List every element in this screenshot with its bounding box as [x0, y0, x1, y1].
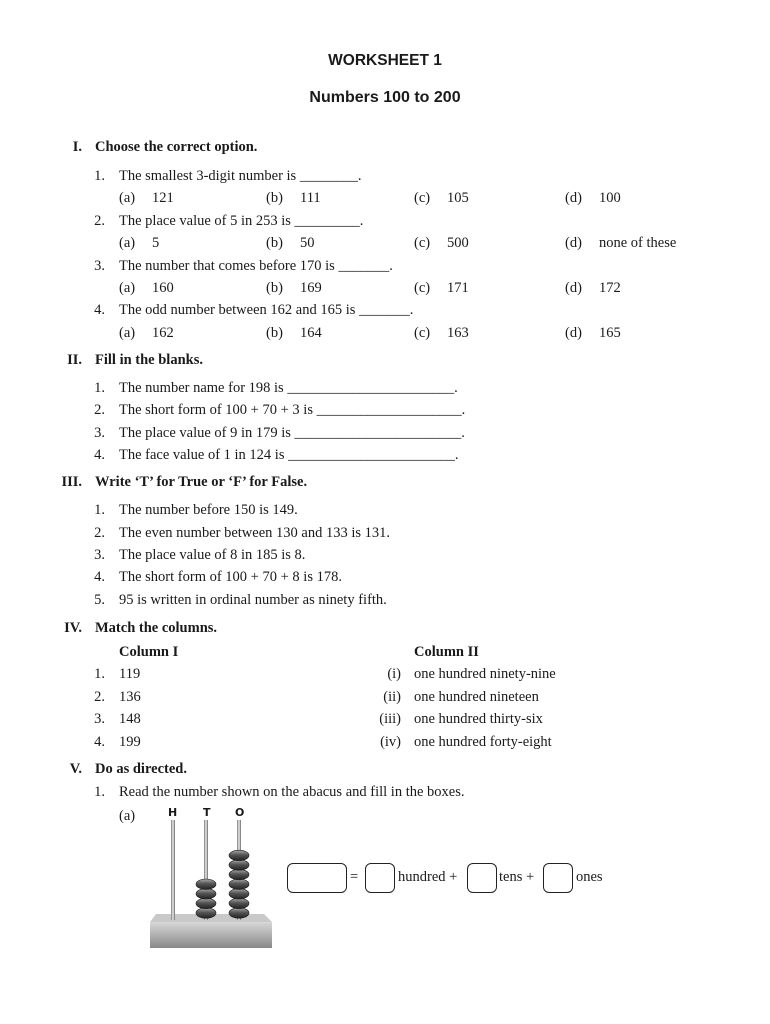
- option-b-label: (b): [266, 280, 283, 296]
- item-number: 4.: [94, 447, 105, 463]
- row-number: 1.: [94, 666, 105, 682]
- question-text: The odd number between 162 and 165 is _______.: [119, 302, 414, 318]
- option-c-value: 105: [447, 190, 469, 206]
- left-value: 136: [119, 689, 141, 705]
- option-c-value: 163: [447, 325, 469, 341]
- number-answer-box[interactable]: [287, 863, 347, 893]
- abacus-bead-o: [229, 850, 249, 860]
- hundreds-answer-box[interactable]: [365, 863, 395, 893]
- abacus-bead-o: [229, 869, 249, 879]
- option-b-value: 164: [300, 325, 322, 341]
- item-text: The place value of 8 in 185 is 8.: [119, 547, 306, 563]
- question-number: 3.: [94, 258, 105, 274]
- item-text: The short form of 100 + 70 + 8 is 178.: [119, 569, 342, 585]
- section-2-number: II.: [67, 352, 82, 368]
- item-number: 3.: [94, 547, 105, 563]
- abacus-bead-t: [196, 908, 216, 918]
- right-roman: (ii): [383, 689, 401, 705]
- option-b-value: 111: [300, 190, 321, 206]
- section-3-heading: Write ‘T’ for True or ‘F’ for False.: [95, 474, 308, 490]
- right-value: one hundred ninety-nine: [414, 666, 556, 682]
- abacus-bead-t: [196, 879, 216, 889]
- item-number: 1.: [94, 380, 105, 396]
- abacus-label-o: O: [235, 806, 245, 819]
- abacus-bead-o: [229, 879, 249, 889]
- option-a-value: 121: [152, 190, 174, 206]
- item-number: 5.: [94, 592, 105, 608]
- section-1-number: I.: [72, 139, 82, 155]
- item-number: 2.: [94, 402, 105, 418]
- ones-answer-box[interactable]: [543, 863, 573, 893]
- option-c-label: (c): [414, 325, 431, 341]
- option-a-label: (a): [119, 280, 136, 296]
- question-number: 2.: [94, 213, 105, 229]
- row-number: 3.: [94, 711, 105, 727]
- abacus-bead-o: [229, 898, 249, 908]
- left-value: 199: [119, 734, 141, 750]
- section-5-number: V.: [69, 761, 82, 777]
- option-d-label: (d): [565, 325, 582, 341]
- row-number: 4.: [94, 734, 105, 750]
- option-a-label: (a): [119, 190, 136, 206]
- abacus-label-t: T: [203, 806, 211, 819]
- section-4-number: IV.: [64, 620, 82, 636]
- option-d-label: (d): [565, 280, 582, 296]
- question-text: The place value of 5 in 253 is _________.: [119, 213, 364, 229]
- section-3-number: III.: [61, 474, 82, 490]
- option-c-label: (c): [414, 235, 431, 251]
- right-roman: (iv): [380, 734, 401, 750]
- question-number: 1.: [94, 168, 105, 184]
- item-text: The place value of 9 in 179 is _______________________.: [119, 425, 465, 441]
- item-text: The even number between 130 and 133 is 131.: [119, 525, 390, 541]
- option-c-label: (c): [414, 190, 431, 206]
- right-value: one hundred nineteen: [414, 689, 539, 705]
- option-a-value: 162: [152, 325, 174, 341]
- tens-answer-box[interactable]: [467, 863, 497, 893]
- left-value: 148: [119, 711, 141, 727]
- option-d-label: (d): [565, 235, 582, 251]
- section-4-heading: Match the columns.: [95, 620, 218, 636]
- column-1-header: Column I: [119, 644, 179, 660]
- abacus-base: [150, 922, 272, 948]
- section-1-heading: Choose the correct option.: [95, 139, 258, 155]
- hundred-label: hundred +: [398, 869, 458, 885]
- option-d-value: 165: [599, 325, 621, 341]
- right-value: one hundred forty-eight: [414, 734, 552, 750]
- item-text: The number before 150 is 149.: [119, 502, 298, 518]
- question-text: Read the number shown on the abacus and fill in the boxes.: [119, 784, 465, 800]
- option-b-label: (b): [266, 190, 283, 206]
- option-b-value: 169: [300, 280, 322, 296]
- part-label: (a): [119, 808, 136, 824]
- option-b-label: (b): [266, 325, 283, 341]
- section-2-heading: Fill in the blanks.: [95, 352, 203, 368]
- option-a-value: 5: [152, 235, 160, 251]
- worksheet-subtitle: Numbers 100 to 200: [309, 89, 461, 106]
- right-roman: (iii): [379, 711, 401, 727]
- tens-label: tens +: [499, 869, 535, 885]
- option-b-value: 50: [300, 235, 315, 251]
- item-number: 1.: [94, 502, 105, 518]
- abacus-rod-h: [171, 820, 175, 920]
- question-text: The number that comes before 170 is _______.: [119, 258, 393, 274]
- right-roman: (i): [387, 666, 401, 682]
- abacus-drawing: [140, 820, 275, 955]
- option-d-value: 100: [599, 190, 621, 206]
- item-text: The short form of 100 + 70 + 3 is ____________________.: [119, 402, 466, 418]
- item-text: The face value of 1 in 124 is _______________________.: [119, 447, 459, 463]
- abacus-bead-o: [229, 908, 249, 918]
- item-number: 3.: [94, 425, 105, 441]
- abacus-bead-o: [229, 860, 249, 870]
- option-d-value: 172: [599, 280, 621, 296]
- item-number: 4.: [94, 569, 105, 585]
- question-number: 4.: [94, 302, 105, 318]
- item-text: 95 is written in ordinal number as ninety fifth.: [119, 592, 387, 608]
- option-a-label: (a): [119, 235, 136, 251]
- option-c-value: 171: [447, 280, 469, 296]
- ones-label: ones: [576, 869, 603, 885]
- option-a-value: 160: [152, 280, 174, 296]
- abacus-bead-t: [196, 889, 216, 899]
- option-a-label: (a): [119, 325, 136, 341]
- equals-sign: =: [350, 869, 359, 885]
- abacus-bead-o: [229, 889, 249, 899]
- option-b-label: (b): [266, 235, 283, 251]
- section-5-heading: Do as directed.: [95, 761, 187, 777]
- column-2-header: Column II: [414, 644, 479, 660]
- item-number: 2.: [94, 525, 105, 541]
- item-text: The number name for 198 is _______________________.: [119, 380, 458, 396]
- row-number: 2.: [94, 689, 105, 705]
- option-c-value: 500: [447, 235, 469, 251]
- option-d-value: none of these: [599, 235, 677, 251]
- question-number: 1.: [94, 784, 105, 800]
- question-text: The smallest 3-digit number is ________.: [119, 168, 362, 184]
- left-value: 119: [119, 666, 141, 682]
- option-d-label: (d): [565, 190, 582, 206]
- abacus-label-h: H: [168, 806, 178, 819]
- worksheet-title: WORKSHEET 1: [328, 52, 442, 69]
- right-value: one hundred thirty-six: [414, 711, 543, 727]
- abacus-bead-t: [196, 898, 216, 908]
- option-c-label: (c): [414, 280, 431, 296]
